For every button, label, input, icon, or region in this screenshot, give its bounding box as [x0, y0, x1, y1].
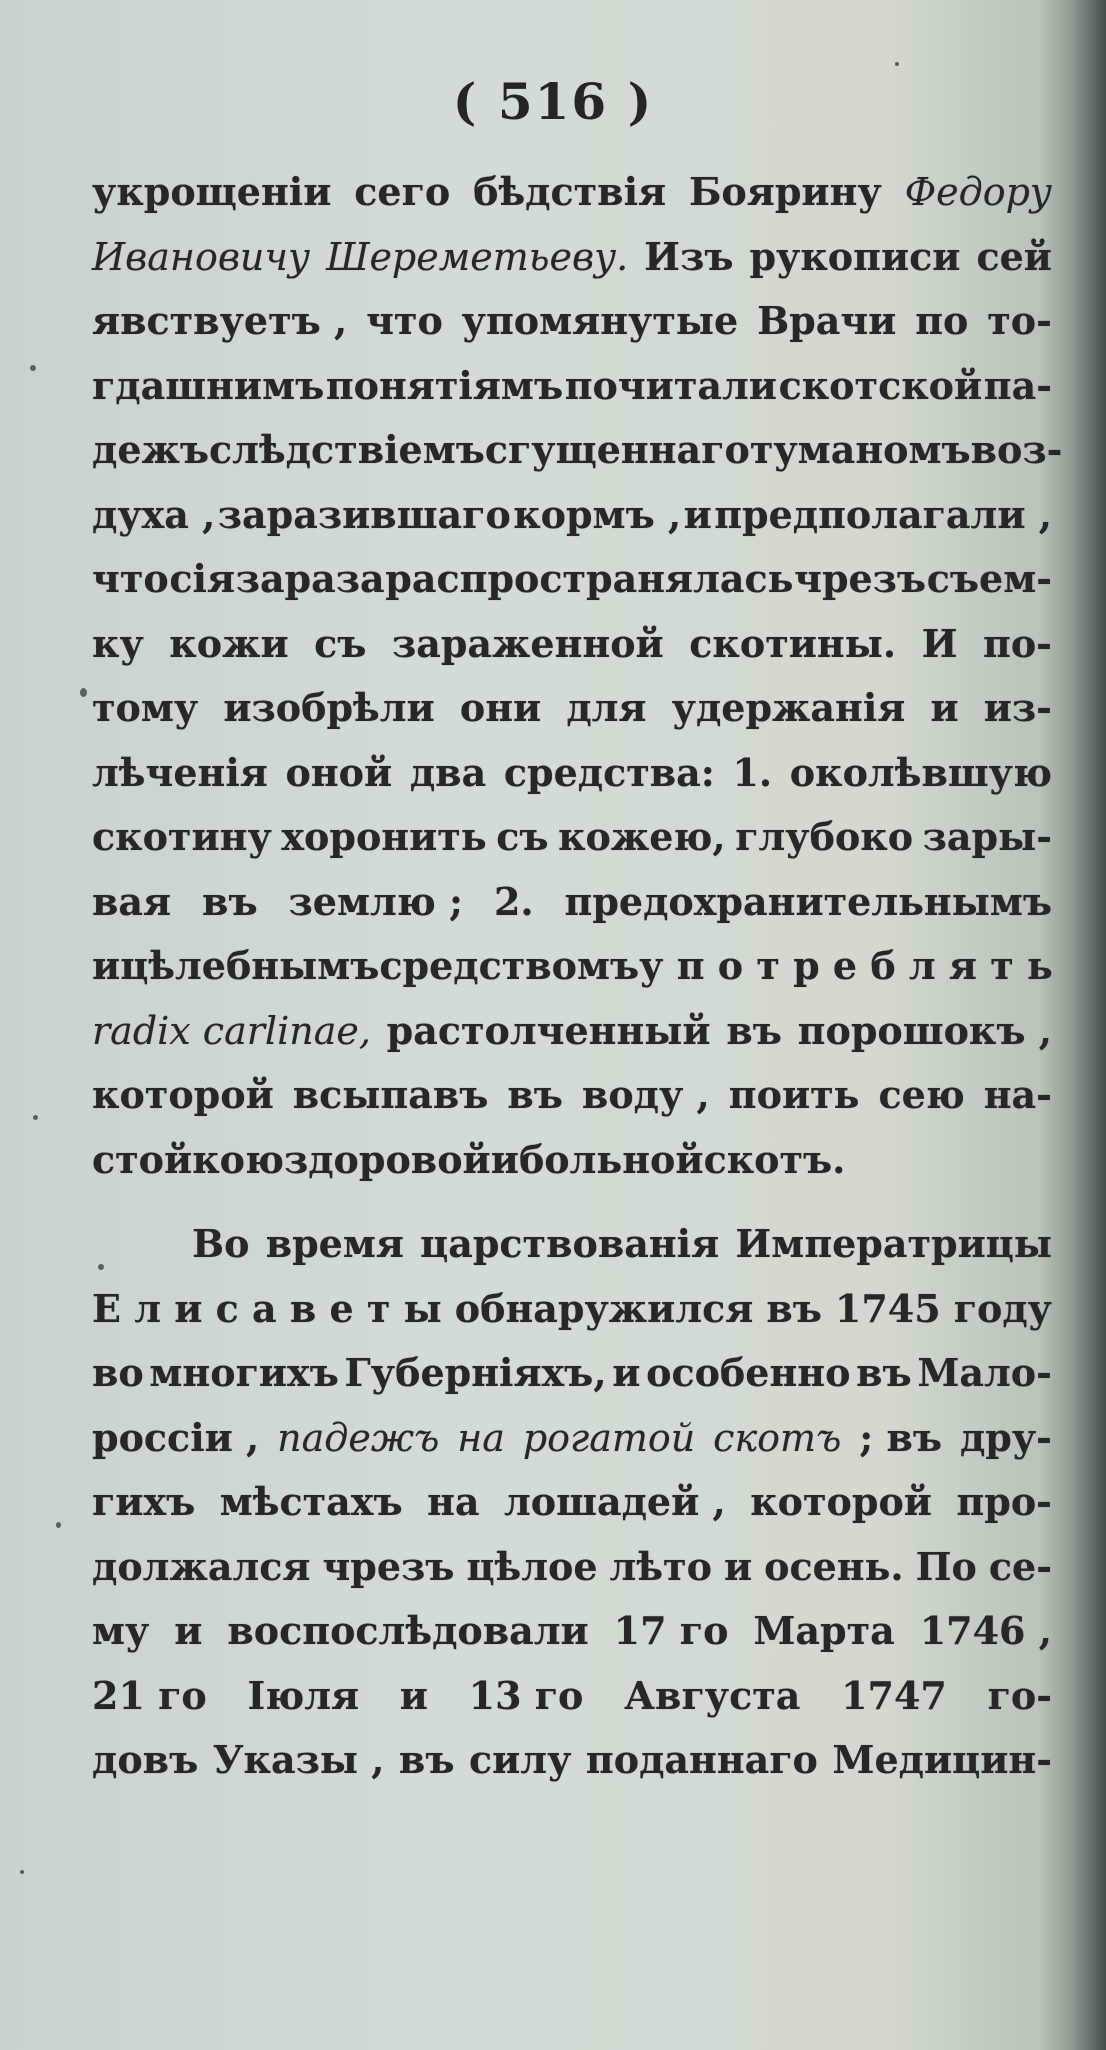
- word: 1746 ,: [919, 1608, 1052, 1653]
- text-line: [92, 934, 1052, 999]
- word: въ: [856, 1350, 912, 1395]
- word: чрезъ: [322, 1543, 455, 1589]
- word: кожею,: [558, 814, 726, 859]
- word: скотину: [92, 814, 272, 859]
- word: землю ;: [288, 878, 463, 924]
- italic-word: Федору: [904, 170, 1052, 214]
- word: которой: [750, 1479, 932, 1524]
- word: гдашнимъ: [92, 362, 325, 408]
- word: 1745: [834, 1285, 941, 1331]
- word: бѣдствія: [473, 169, 667, 214]
- word: Августа: [624, 1672, 801, 1718]
- text-line: [92, 547, 1052, 612]
- text-line: [92, 160, 1052, 225]
- word: явствуетъ ,: [92, 298, 348, 343]
- word: Изъ: [644, 233, 734, 279]
- word: они: [459, 685, 542, 730]
- word: что: [366, 298, 443, 343]
- word: на: [427, 1479, 480, 1524]
- word: 17 го: [613, 1608, 729, 1653]
- word: силу: [468, 1737, 572, 1782]
- word: больной: [518, 1136, 704, 1182]
- word: съ: [314, 620, 367, 666]
- book-spine-shadow: [1072, 0, 1106, 2050]
- word: почитали: [564, 362, 777, 408]
- word: предохранительнымъ: [564, 878, 1052, 924]
- word: у п о т р е б л я т ь: [639, 943, 1053, 988]
- text-line: [92, 1277, 1052, 1342]
- word: Боярину: [688, 169, 882, 214]
- word: И: [921, 620, 958, 666]
- print-speck: [33, 1115, 38, 1120]
- word: сего: [354, 169, 451, 214]
- text-line: [92, 289, 1052, 354]
- word: стойкою: [92, 1136, 284, 1182]
- word: и: [930, 685, 959, 730]
- word: сей: [976, 233, 1052, 279]
- word: зараженной: [391, 620, 664, 666]
- word: по: [915, 298, 969, 343]
- word: 21 го: [92, 1672, 207, 1718]
- word: для: [566, 685, 647, 730]
- word: распространялась: [385, 556, 794, 601]
- word: го-: [987, 1672, 1052, 1718]
- text-line: [92, 1535, 1052, 1600]
- word: сія: [169, 556, 236, 601]
- print-speck: [20, 1870, 24, 1874]
- word: лѣченія: [92, 749, 268, 795]
- print-speck: [80, 688, 87, 697]
- italic-word: Ивановичу: [92, 234, 311, 279]
- word: 1.: [732, 749, 773, 795]
- word: Указы ,: [212, 1737, 385, 1782]
- word: туманомъ: [749, 427, 971, 472]
- word: должался: [92, 1543, 311, 1589]
- word: укрощеніи: [92, 169, 332, 214]
- word: кожи: [169, 620, 289, 666]
- word: лошадей ,: [503, 1479, 726, 1524]
- word: что: [92, 556, 169, 601]
- word: дру-: [959, 1414, 1052, 1460]
- text-line: [92, 1063, 1052, 1128]
- word: всыпавъ: [292, 1072, 489, 1117]
- word: въ: [202, 878, 258, 924]
- word: дежъ: [92, 427, 210, 472]
- word: воз-: [970, 427, 1063, 472]
- word: довъ: [92, 1737, 199, 1782]
- word: 13 го: [468, 1672, 584, 1718]
- italic-word: падежъ: [277, 1415, 440, 1460]
- word: средства:: [503, 749, 715, 795]
- word: скотской: [778, 362, 983, 408]
- paragraph-1: [92, 160, 1063, 1192]
- word: скотины.: [689, 620, 897, 666]
- print-speck: [56, 1522, 61, 1528]
- word: скотъ.: [703, 1136, 846, 1182]
- paragraph-2: [92, 1212, 1052, 1793]
- word: и: [723, 1543, 753, 1589]
- word: понятіямъ: [325, 362, 564, 408]
- word: из-: [983, 685, 1052, 730]
- word: лѣто: [609, 1543, 712, 1589]
- word: Іюля: [247, 1672, 360, 1718]
- word: се-: [988, 1543, 1052, 1589]
- word: по-: [983, 620, 1052, 666]
- word: во: [92, 1350, 144, 1395]
- word: ку: [92, 620, 144, 666]
- word: зары-: [922, 814, 1052, 859]
- italic-word: Шереметьеву.: [326, 234, 629, 279]
- word: упомянутые: [461, 298, 739, 343]
- word: зараза: [235, 556, 385, 601]
- word: кормъ ,: [513, 491, 682, 537]
- word: то-: [987, 298, 1052, 343]
- word: россіи ,: [92, 1414, 260, 1460]
- word: изобрѣли: [223, 685, 435, 730]
- word: Мало-: [917, 1350, 1052, 1395]
- text-line: [92, 870, 1052, 935]
- word: съем-: [926, 556, 1052, 601]
- word: обнаружился: [454, 1285, 754, 1331]
- text-line: [92, 741, 1052, 806]
- word: въ: [507, 1072, 563, 1117]
- print-speck: [98, 1264, 104, 1270]
- word: му: [92, 1608, 150, 1653]
- word: предполагали ,: [714, 491, 1052, 537]
- text-line: [92, 1728, 1052, 1793]
- word: съ: [496, 814, 549, 859]
- word: удержанія: [671, 685, 906, 730]
- word: и: [490, 1136, 519, 1182]
- word: и: [612, 1350, 641, 1395]
- word: гихъ: [92, 1479, 196, 1524]
- body-text: [92, 160, 1063, 1793]
- word: и: [683, 491, 712, 537]
- word: заразившаго: [217, 491, 511, 537]
- word: растолченный: [386, 1007, 711, 1053]
- word: воспослѣдовали: [227, 1608, 589, 1653]
- word: про-: [956, 1479, 1052, 1524]
- word: и: [399, 1672, 428, 1718]
- text-line: [92, 999, 1052, 1064]
- word: хоронить: [281, 814, 487, 859]
- word: поить: [728, 1072, 860, 1117]
- word: слѣдствіемъ: [209, 427, 485, 472]
- italic-word: скотъ: [713, 1415, 842, 1460]
- word: оной: [285, 749, 393, 795]
- word: Медицин-: [832, 1737, 1052, 1782]
- word: ; въ: [859, 1414, 943, 1460]
- word: духа ,: [92, 491, 216, 537]
- word: въ: [398, 1737, 455, 1782]
- word: Во: [192, 1221, 250, 1266]
- word: и: [92, 943, 121, 988]
- word: здоровой: [283, 1136, 491, 1182]
- word: царствованія: [420, 1221, 720, 1266]
- word: чрезъ: [794, 556, 927, 601]
- word: цѣлое: [466, 1543, 598, 1589]
- text-line: [92, 1406, 1052, 1471]
- word: Губерніяхъ,: [344, 1350, 607, 1395]
- word: время: [265, 1221, 404, 1266]
- word: въ: [726, 1007, 782, 1053]
- text-line: [92, 612, 1052, 677]
- word: средствомъ: [379, 943, 640, 988]
- word: 1747: [841, 1672, 947, 1718]
- text-line: [92, 805, 1052, 870]
- paragraph-gap: [92, 1192, 1052, 1212]
- word: два: [409, 749, 487, 795]
- word: порошокъ ,: [797, 1007, 1052, 1053]
- text-line: [92, 418, 1063, 483]
- word: Е л и с а в е т ы: [92, 1285, 442, 1331]
- print-speck: [30, 365, 36, 371]
- text-line: [92, 1212, 1052, 1277]
- word: Врачи: [757, 298, 897, 343]
- word: По: [915, 1543, 977, 1589]
- word: поданнаго: [585, 1737, 818, 1782]
- italic-word: на: [457, 1415, 505, 1460]
- text-line: [92, 1599, 1052, 1664]
- italic-word: рогатой: [522, 1415, 696, 1460]
- word: Императрицы: [735, 1221, 1052, 1266]
- word: на-: [983, 1072, 1052, 1117]
- word: въ: [766, 1285, 822, 1331]
- word: тому: [92, 685, 199, 730]
- word: осень.: [764, 1543, 904, 1589]
- word: которой: [92, 1072, 274, 1117]
- text-line: [92, 225, 1052, 290]
- word: вая: [92, 878, 172, 924]
- text-line: [92, 676, 1052, 741]
- word: и: [174, 1608, 203, 1653]
- word: году: [953, 1285, 1052, 1331]
- word: многихъ: [149, 1350, 339, 1395]
- page-number: ( 516 ): [452, 72, 654, 131]
- text-line: [92, 354, 1052, 419]
- print-speck: [895, 62, 899, 66]
- word: сгущеннаго: [484, 427, 750, 472]
- text-line: [92, 483, 1052, 548]
- word: глубоко: [735, 814, 914, 859]
- word: Марта: [753, 1608, 895, 1653]
- word: 2.: [493, 878, 534, 924]
- word: мѣстахъ: [219, 1479, 403, 1524]
- word: сею: [878, 1072, 965, 1117]
- word: околѣвшую: [789, 749, 1052, 795]
- word: цѣлебнымъ: [120, 943, 380, 988]
- italic-word: radix carlinae,: [92, 1008, 371, 1053]
- text-line: [92, 1341, 1052, 1406]
- word: рукописи: [749, 233, 961, 279]
- text-line: [92, 1470, 1052, 1535]
- word: па-: [983, 362, 1052, 408]
- word: воду ,: [581, 1072, 710, 1117]
- word: особенно: [646, 1350, 851, 1395]
- text-line: [92, 1664, 1052, 1729]
- text-line: [92, 1128, 1052, 1193]
